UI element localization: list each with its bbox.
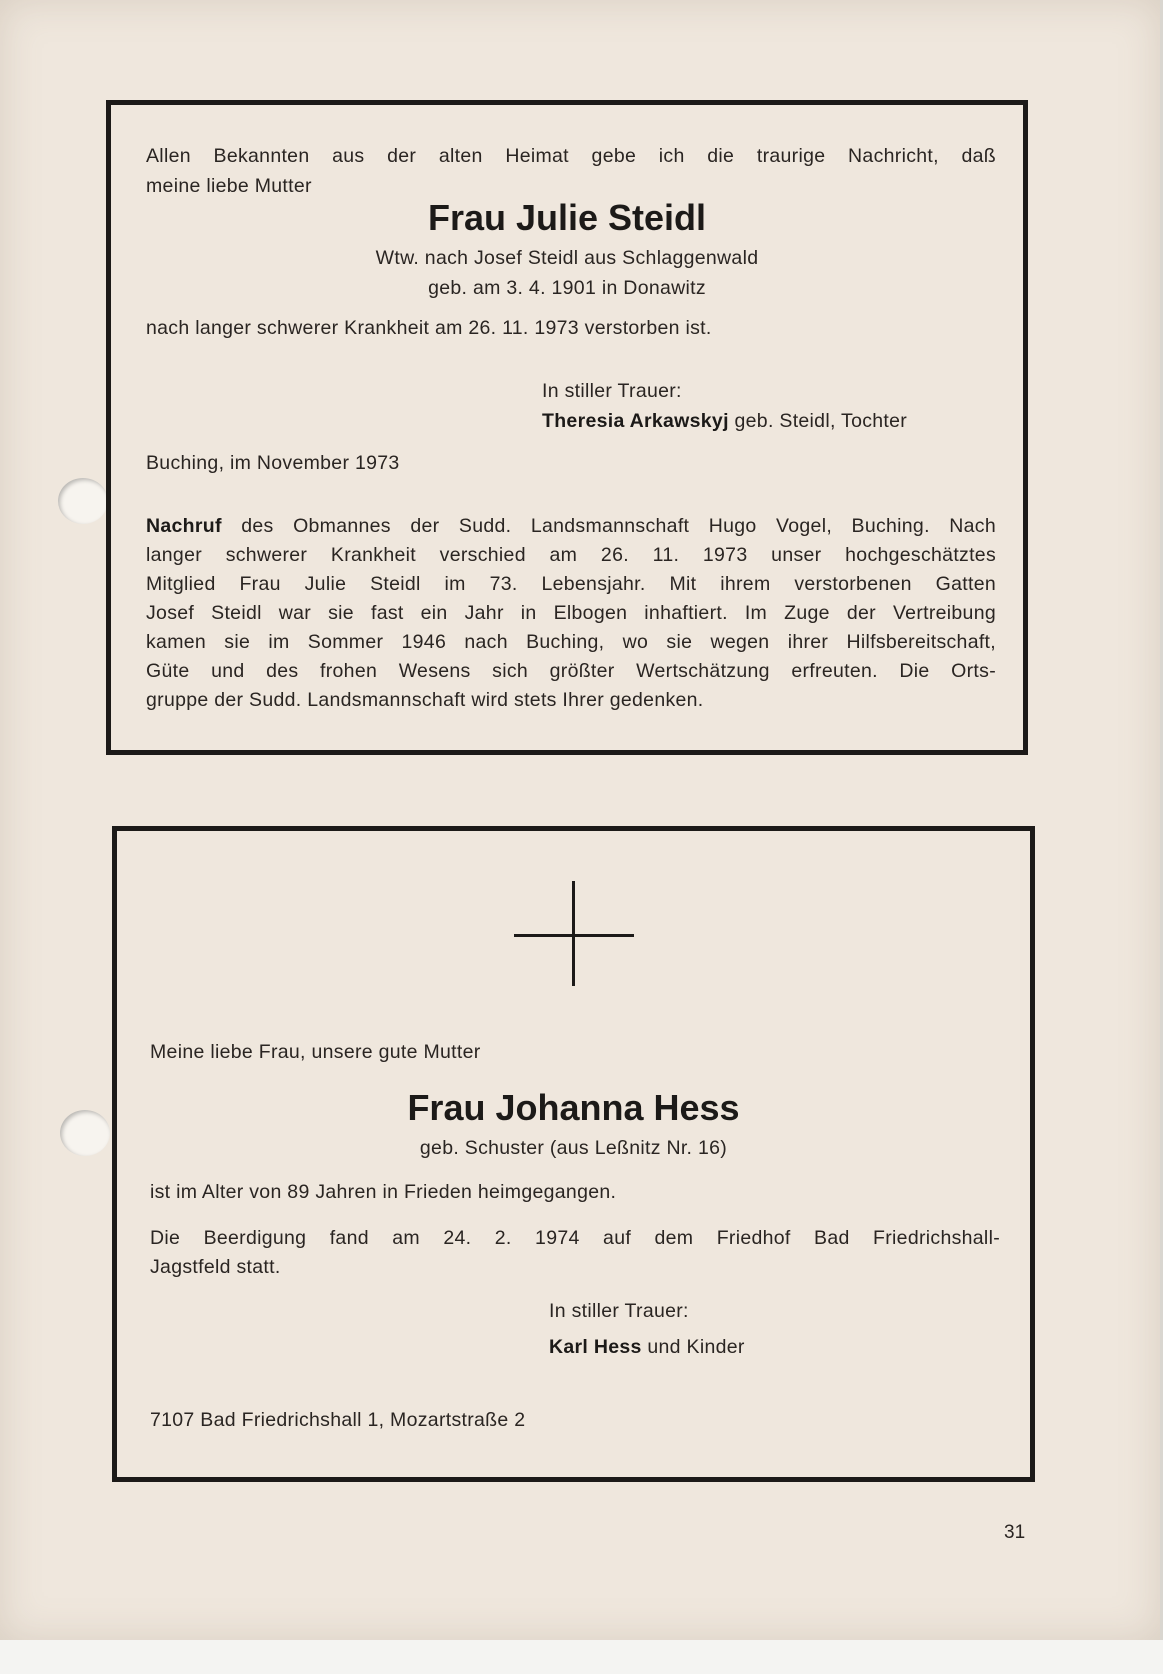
mourner-relation: geb. Steidl, Tochter: [728, 410, 908, 432]
mourner: [542, 410, 907, 433]
mourner-name: Karl Hess: [549, 1336, 642, 1358]
funeral-info: Die Beerdigung fand am 24. 2. 1974 auf dem Friedhof Bad Friedrichshall-: [150, 1227, 1000, 1249]
obituary-notice-steidl: [106, 100, 1028, 755]
mourner-name: Theresia Arkawskyj: [542, 410, 729, 432]
death-statement: ist im Alter von 89 Jahren in Frieden heimgegangen.: [150, 1181, 617, 1203]
scan-margin: [0, 1640, 1163, 1674]
nachruf-line: Güte und des frohen Wesens sich größter Wertschätzung erfreuten. Die Orts-: [146, 660, 996, 682]
funeral-info-2: Jagstfeld statt.: [150, 1256, 281, 1278]
nachruf-line: Josef Steidl war sie fast ein Jahr in Elbogen inhaftiert. Im Zuge der Vertreibung: [146, 602, 996, 624]
intro-text: Allen Bekannten aus der alten Heimat gebe ich die traurige Nachricht, daß: [146, 145, 996, 167]
birth-info: geb. am 3. 4. 1901 in Donawitz: [428, 277, 706, 299]
place-date: Buching, im November 1973: [146, 452, 400, 474]
intro-text-2: meine liebe Mutter: [146, 175, 312, 197]
punch-hole: [60, 1110, 110, 1156]
nachruf-line: langer schwerer Krankheit verschied am 26. 11. 1973 unser hochgeschätztes: [146, 544, 996, 566]
nachruf-line: kamen sie im Sommer 1946 nach Buching, wo sie wegen ihrer Hilfsbereitschaft,: [146, 631, 996, 653]
nachruf-line: Mitglied Frau Julie Steidl im 73. Lebensjahr. Mit ihrem verstorbenen Gatten: [146, 573, 996, 595]
mourning-label: In stiller Trauer:: [549, 1300, 689, 1322]
birth-info: geb. Schuster (aus Leßnitz Nr. 16): [419, 1137, 728, 1159]
punch-hole: [58, 478, 108, 524]
deceased-name: Frau Johanna Hess: [407, 1087, 740, 1128]
deceased-name: Frau Julie Steidl: [427, 197, 707, 238]
nachruf-label: Nachruf: [146, 515, 222, 537]
widow-info: Wtw. nach Josef Steidl aus Schlaggenwald: [375, 247, 759, 269]
intro-text: Meine liebe Frau, unsere gute Mutter: [150, 1041, 481, 1063]
mourner: [549, 1336, 745, 1359]
page-number: 31: [1004, 1522, 1026, 1543]
mourner-relation: und Kinder: [641, 1336, 745, 1358]
address: 7107 Bad Friedrichshall 1, Mozartstraße 2: [150, 1409, 526, 1431]
nachruf-line: gruppe der Sudd. Landsmannschaft wird stets Ihrer gedenken.: [146, 689, 704, 711]
death-statement: nach langer schwerer Krankheit am 26. 11. 1973 verstorben ist.: [146, 317, 712, 339]
cross-icon-bar: [514, 934, 634, 937]
nachruf-line: Nachruf des Obmannes der Sudd. Landsmannschaft Hugo Vogel, Buching. Nach: [146, 515, 996, 537]
mourning-label: In stiller Trauer:: [542, 380, 682, 402]
obituary-notice-hess: [112, 826, 1035, 1482]
